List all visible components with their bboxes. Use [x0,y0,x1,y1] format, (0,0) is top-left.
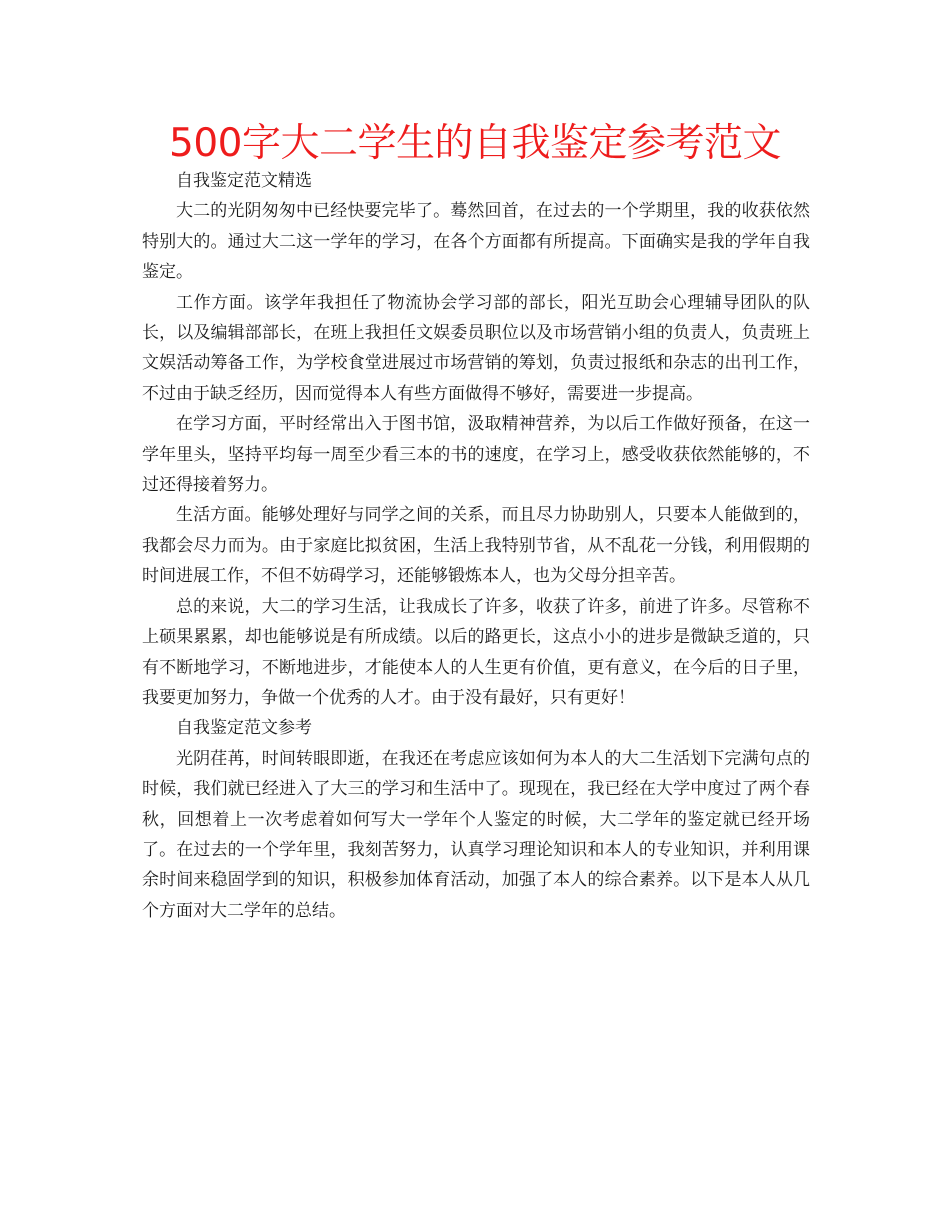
paragraph-work: 工作方面。该学年我担任了物流协会学习部的部长，阳光互助会心理辅导团队的队长，以及编辑部部长，在班上我担任文娱委员职位以及市场营销小组的负责人，负责班上文娱活动筹备工作，为学校食堂进展过市场营销的筹划，负责过报纸和杂志的出刊工作，不过由于缺乏经历，因而觉得本人有些方面做得不够好，需要进一步提高。 [142,292,810,404]
paragraph-study: 在学习方面，平时经常出入于图书馆，汲取精神营养，为以后工作做好预备，在这一学年里头，坚持平均每一周至少看三本的书的速度，在学习上，感受收获依然能够的，不过还得接着努力。 [142,414,810,496]
paragraph-life: 生活方面。能够处理好与同学之间的关系，而且尽力协助别人，只要本人能做到的，我都会尽力而为。由于家庭比拟贫困，生活上我特别节省，从不乱花一分钱，利用假期的时间进展工作，不但不妨碍学习，还能够锻炼本人，也为父母分担辛苦。 [142,505,810,587]
document-title: 500字大二学生的自我鉴定参考范文 [169,121,781,166]
paragraph-intro: 大二的光阴匆匆中已经快要完毕了。蓦然回首，在过去的一个学期里，我的收获依然特别大的。通过大二这一学年的学习，在各个方面都有所提高。下面确实是我的学年自我鉴定。 [142,201,810,283]
paragraph-summary: 总的来说，大二的学习生活，让我成长了许多，收获了许多，前进了许多。尽管称不上硕果累累，却也能够说是有所成绩。以后的路更长，这点小小的进步是微缺乏道的，只有不断地学习，不断地进步，才能使本人的人生更有价值，更有意义，在今后的日子里，我要更加努力，争做一个优秀的人才。由于没有最好，只有更好！ [142,596,810,708]
section-heading-selected: 自我鉴定范文精选 [176,171,312,191]
document-body [142,166,810,926]
section-heading-reference: 自我鉴定范文参考 [176,718,312,739]
paragraph-reference: 光阴荏苒，时间转眼即逝，在我还在考虑应该如何为本人的大二生活划下完满句点的时候，我们就已经进入了大三的学习和生活中了。现现在，我已经在大学中度过了两个春秋，回想着上一次考虑着如何写大一学年个人鉴定的时候，大二学年的鉴定就已经开场了。在过去的一个学年里，我刻苦努力，认真学习理论知识和本人的专业知识，并利用课余时间来稳固学到的知识，积极参加体育活动，加强了本人的综合素养。以下是本人从几个方面对大二学年的总结。 [142,748,810,921]
